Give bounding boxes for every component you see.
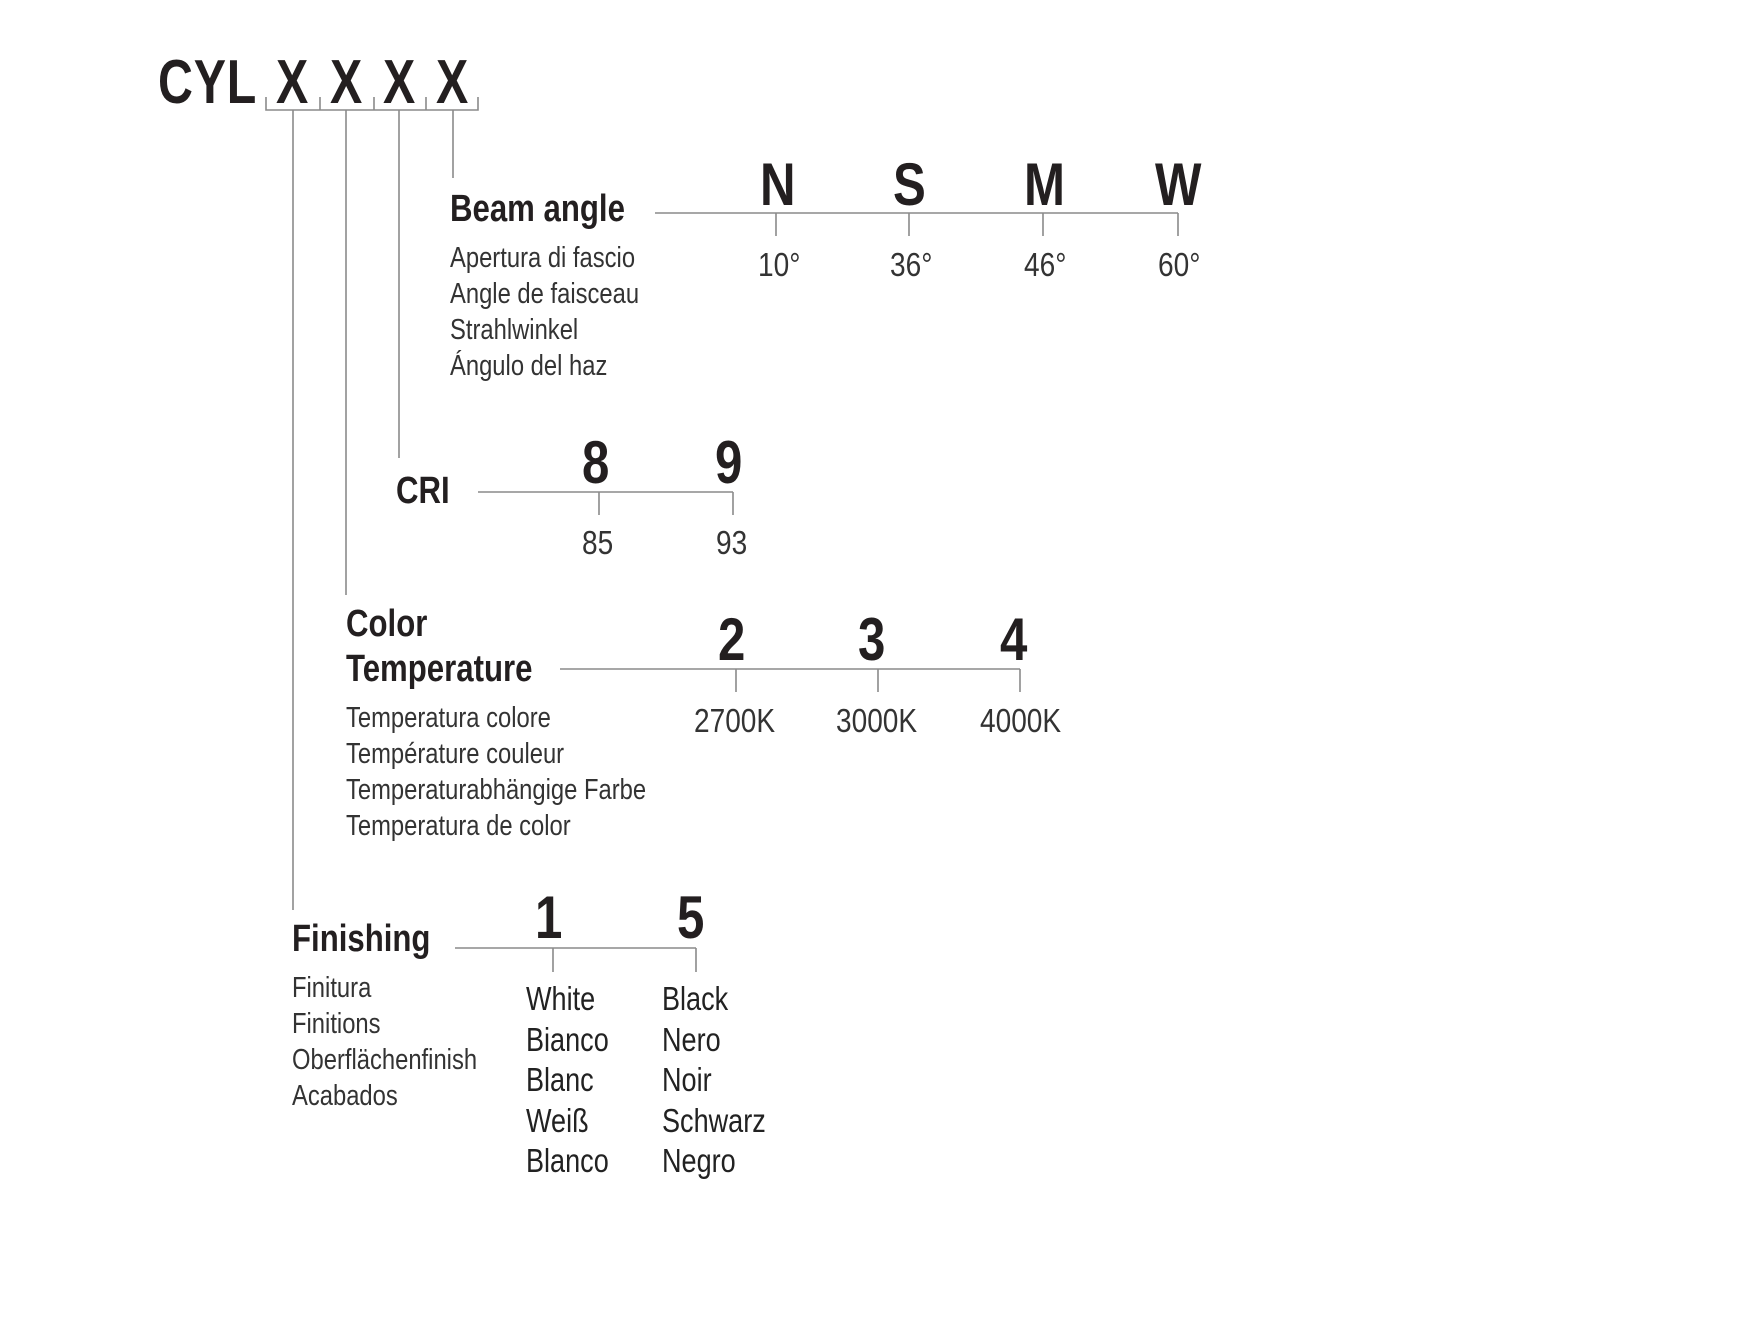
finishing-black-name: Schwarz (662, 1102, 766, 1139)
beam-angle-value: 36° (890, 246, 933, 283)
color-temperature-title: Temperature (346, 648, 533, 690)
finishing-black-name: Black (662, 980, 729, 1017)
beam-angle-value: 60° (1158, 246, 1201, 283)
finishing-white-name: Weiß (526, 1102, 589, 1139)
finishing-black-name: Negro (662, 1142, 736, 1179)
beam-angle-translation: Strahlwinkel (450, 314, 579, 346)
beam-angle-code-w: W (1155, 151, 1202, 218)
finishing-white-name: Blanc (526, 1061, 594, 1098)
code-prefix: CYL (158, 48, 258, 117)
beam-angle-code-n: N (760, 151, 796, 218)
finishing-translation: Finitions (292, 1008, 381, 1040)
cri-value: 85 (582, 524, 614, 561)
finishing-code-5: 5 (677, 884, 705, 951)
finishing-translation: Acabados (292, 1080, 398, 1112)
finishing-black-name: Noir (662, 1061, 712, 1098)
beam-angle-code-m: M (1024, 151, 1065, 218)
beam-angle-title: Beam angle (450, 188, 625, 230)
color-temperature-code-3: 3 (858, 606, 886, 673)
beam-angle-translation: Angle de faisceau (450, 278, 640, 310)
code-slot-beam-angle: X (436, 48, 470, 117)
beam-angle-value: 46° (1024, 246, 1067, 283)
finishing-white-name: Blanco (526, 1142, 609, 1179)
finishing-white-name: White (526, 980, 596, 1017)
cri-title: CRI (396, 470, 450, 512)
beam-angle-code-s: S (893, 151, 926, 218)
finishing-black-name: Nero (662, 1021, 721, 1058)
color-temperature-axis (560, 669, 1020, 692)
beam-angle-value: 10° (758, 246, 801, 283)
code-slot-finishing: X (276, 48, 310, 117)
color-temperature-translation: Temperatura de color (346, 810, 571, 842)
beam-angle-translation: Apertura di fascio (450, 242, 636, 274)
code-slot-color-temperature: X (330, 48, 364, 117)
finishing-title: Finishing (292, 918, 431, 960)
color-temperature-translation: Temperatura colore (346, 702, 551, 734)
color-temperature-value: 2700K (694, 702, 776, 739)
finishing-translation: Oberflächenfinish (292, 1044, 478, 1076)
code-slot-cri: X (383, 48, 417, 117)
color-temperature-value: 3000K (836, 702, 918, 739)
finishing-axis (455, 948, 696, 972)
color-temperature-translation: Temperaturabhängige Farbe (346, 774, 647, 806)
cri-value: 93 (716, 524, 748, 561)
color-temperature-translation: Température couleur (346, 738, 565, 770)
finishing-code-1: 1 (535, 884, 563, 951)
cri-code-8: 8 (582, 429, 610, 496)
color-temperature-code-4: 4 (1000, 606, 1028, 673)
finishing-white-name: Bianco (526, 1021, 609, 1058)
finishing-translation: Finitura (292, 972, 372, 1004)
color-temperature-title: Color (346, 603, 428, 645)
cri-code-9: 9 (715, 429, 743, 496)
color-temperature-value: 4000K (980, 702, 1062, 739)
beam-angle-translation: Ángulo del haz (450, 350, 608, 382)
color-temperature-code-2: 2 (718, 606, 746, 673)
